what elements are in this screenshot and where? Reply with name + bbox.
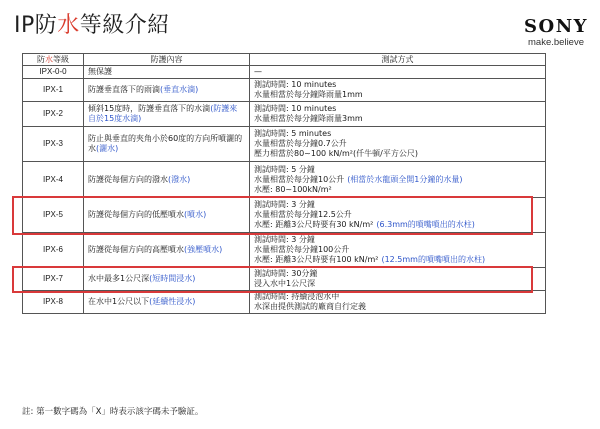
protection-text: 在水中1公尺以下 [88,297,150,306]
test-method [250,66,546,79]
test-method [250,102,546,127]
test-method [250,291,546,314]
test-method-text: 水壓: 距離3公尺時要有100 kN/m² [254,255,379,264]
page-title-part: IP防 [14,13,58,38]
test-method-text: 測試時間: 5 minutes [254,129,332,138]
table-row [23,127,546,162]
test-method-line [254,129,541,139]
test-method-note: (12.5mm的噴嘴噴出的水柱) [381,255,486,264]
test-method [250,198,546,233]
test-method-text: 水深由提供測試的廠商自行定義 [254,302,366,311]
test-method-text: 浸入水中1公尺深 [254,279,316,288]
test-method-text: 測試時間: 3 分鐘 [254,200,315,209]
rating-level: IPX-2 [23,102,84,127]
test-method-text: 水量相當於每分鐘0.7公升 [254,139,347,148]
test-method-line [254,80,541,90]
test-method-text: 水量相當於每分鐘10公升 [254,174,345,184]
test-method [250,127,546,162]
protection-content [84,162,250,198]
protection-content [84,66,250,79]
test-method-text: 測試時間: 10 minutes [254,104,337,113]
protection-content [84,102,250,127]
test-method-line [254,90,541,100]
rating-level: IPX-5 [23,198,84,233]
page-title-highlight: 水 [57,13,80,38]
protection-content [84,233,250,268]
page-title-part: 等級介紹 [79,13,170,38]
test-method-line [254,269,541,279]
test-method-line [254,210,541,220]
test-method-text: 壓力相當於80~100 kN/m²(仟牛頓/平方公尺) [254,149,418,158]
test-method-line [254,220,541,230]
page-title [14,8,170,39]
table-row [23,198,546,233]
test-method-line [254,175,541,185]
test-method [250,233,546,268]
test-method-line [254,279,541,289]
protection-text: 傾斜15度時，防護垂直落下的水滴 [88,104,211,113]
table-row [23,102,546,127]
test-method-line [254,302,541,312]
protection-content [84,291,250,314]
table-row [23,268,546,291]
brand-tagline: make.believe [528,37,584,48]
protection-note: (短時間浸水) [149,274,196,283]
protection-text: 防護從每個方向的低壓噴水 [88,210,184,219]
test-method-text: 水量相當於每分鐘降雨量1mm [254,90,363,99]
table-row [23,79,546,102]
test-method-line [254,149,541,159]
protection-content [84,79,250,102]
protection-note: (灑水) [96,144,119,153]
protection-text: 無保護 [88,67,112,76]
test-method-line [254,245,541,255]
test-method-text: 水壓: 距離3公尺時要有30 kN/m² [254,220,374,229]
test-method-text: 測試時間: 5 分鐘 [254,164,315,174]
rating-level: IPX-0-0 [23,66,84,79]
brand-name: SONY [524,16,588,37]
test-method-text: 水量相當於每分鐘12.5公升 [254,210,352,219]
protection-note: (防護來自於15度水滴) [88,104,238,123]
test-method-line [254,255,541,265]
test-method-text: 測試時間: 持續浸泡水中 [254,292,340,301]
table-row [23,291,546,314]
test-method-text: 水量相當於每分鐘100公升 [254,245,350,254]
test-method-line [254,185,541,195]
protection-text: 防止與垂直的夾角小於60度的方向所噴灑的水 [88,134,243,153]
rating-level: IPX-4 [23,162,84,198]
test-method [250,162,546,198]
protection-note: (噴水) [184,210,207,219]
test-method-text: 水量相當於每分鐘降雨量3mm [254,114,363,123]
test-method-text: — [254,67,262,76]
protection-content [84,268,250,291]
table-row [23,162,546,198]
protection-note: (強壓噴水) [184,245,223,254]
protection-text: 防護從每個方向的潑水 [88,174,168,184]
protection-text: 水中最多1公尺深 [88,274,150,283]
test-method-text: 測試時間: 30分鐘 [254,269,318,278]
rating-level: IPX-7 [23,268,84,291]
column-header-method: 測試方式 [250,54,546,66]
test-method-text: 測試時間: 10 minutes [254,80,337,89]
protection-text: 防護垂直落下的雨滴 [88,85,160,94]
rating-level: IPX-6 [23,233,84,268]
test-method-line [254,139,541,149]
brand-logo [524,18,588,48]
table-header-row [23,54,546,66]
test-method [250,268,546,291]
protection-content [84,127,250,162]
ip-rating-table [22,53,546,314]
protection-note: (延續性浸水) [149,297,196,306]
test-method-line [254,292,541,302]
table-row [23,233,546,268]
test-method-line [254,235,541,245]
test-method-line [254,200,541,210]
column-header-content: 防護內容 [84,54,250,66]
protection-content [84,198,250,233]
footnote: 註: 第一數字碼為「X」時表示該字碼未予驗証。 [22,407,204,417]
test-method-line [254,114,541,124]
test-method-text: 水壓: 80~100kN/m² [254,184,332,194]
table-row [23,66,546,79]
rating-level: IPX-3 [23,127,84,162]
test-method-note: (6.3mm的噴嘴噴出的水柱) [376,220,475,229]
protection-text: 防護從每個方向的高壓噴水 [88,245,184,254]
test-method-line [254,104,541,114]
protection-note: (潑水) [168,174,191,184]
test-method-text: 測試時間: 3 分鐘 [254,235,315,244]
test-method-line [254,165,541,175]
test-method-line [254,67,541,77]
column-header-level: 防水等級 [23,54,84,66]
rating-level: IPX-8 [23,291,84,314]
protection-note: (垂直水滴) [160,85,199,94]
rating-level: IPX-1 [23,79,84,102]
test-method [250,79,546,102]
test-method-note: (相當於水龍頭全開1分鐘的水量) [347,174,463,184]
